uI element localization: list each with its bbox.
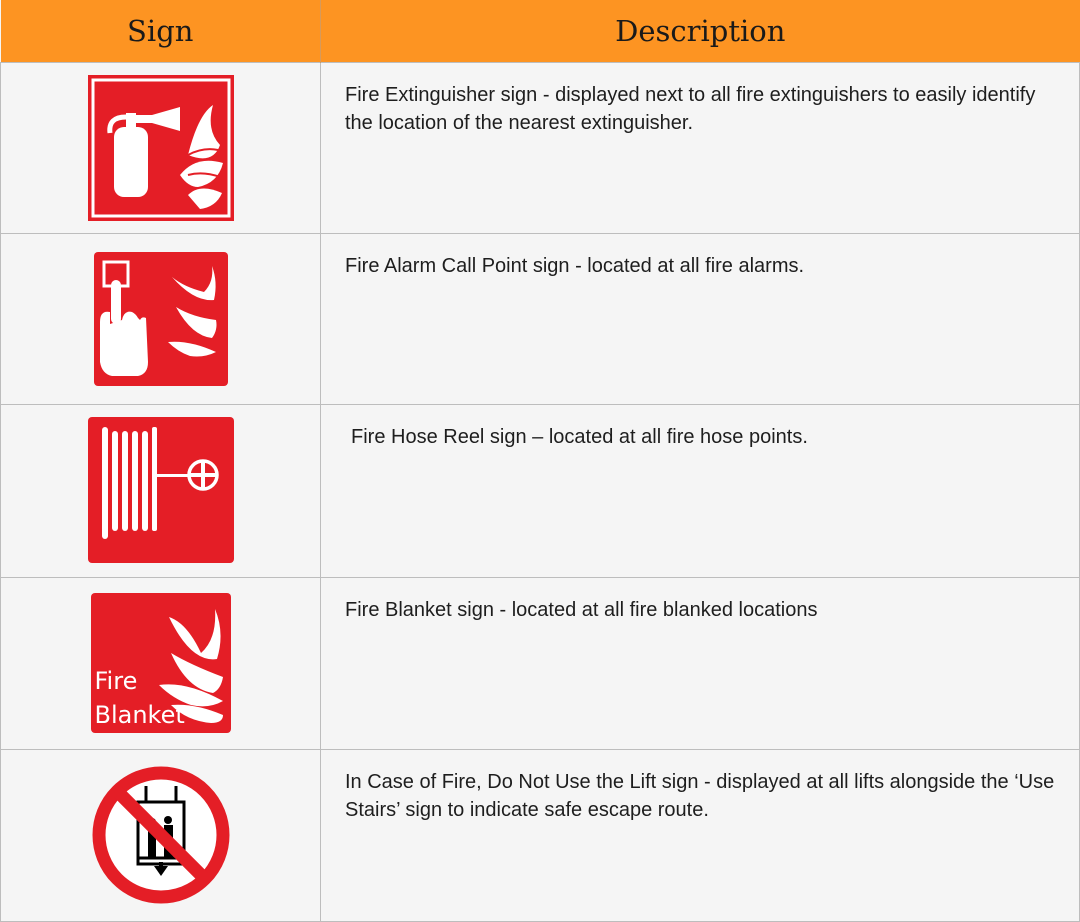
fire-extinguisher-sign-icon [88, 75, 234, 221]
table-row [1, 577, 1080, 749]
header-description: Description [321, 0, 1080, 63]
description-text: Fire Extinguisher sign - displayed next to all fire extinguishers to easily identify the location of the nearest extinguisher. [345, 84, 1036, 134]
fire-hose-reel-sign-icon [88, 417, 234, 563]
sign-cell [1, 577, 321, 749]
description-cell [321, 63, 1080, 234]
description-text: In Case of Fire, Do Not Use the Lift sign - displayed at all lifts alongside the ‘Use Stairs’ sign to indicate safe escape route. [345, 770, 1055, 821]
header-sign: Sign [1, 0, 321, 63]
table-header-row [1, 0, 1080, 63]
sign-text-fire: Fire [94, 666, 138, 695]
table-row [1, 405, 1080, 577]
description-text: Fire Alarm Call Point sign - located at all fire alarms. [345, 255, 805, 278]
table-row [1, 63, 1080, 234]
description-text: Fire Hose Reel sign – located at all fire hose points. [351, 426, 808, 449]
no-lift-in-fire-sign-icon [92, 766, 230, 904]
fire-blanket-sign-icon [91, 593, 231, 733]
sign-cell [1, 405, 321, 577]
description-cell [321, 234, 1080, 405]
sign-cell [1, 749, 321, 921]
description-text: Fire Blanket sign - located at all fire blanked locations [345, 598, 818, 621]
sign-text-blanket: Blanket [94, 700, 185, 729]
table-row [1, 749, 1080, 921]
sign-cell [1, 234, 321, 405]
sign-cell [1, 63, 321, 234]
table-row [1, 234, 1080, 405]
description-cell [321, 749, 1080, 921]
fire-alarm-call-point-sign-icon [94, 252, 228, 386]
description-cell [321, 577, 1080, 749]
description-cell [321, 405, 1080, 577]
